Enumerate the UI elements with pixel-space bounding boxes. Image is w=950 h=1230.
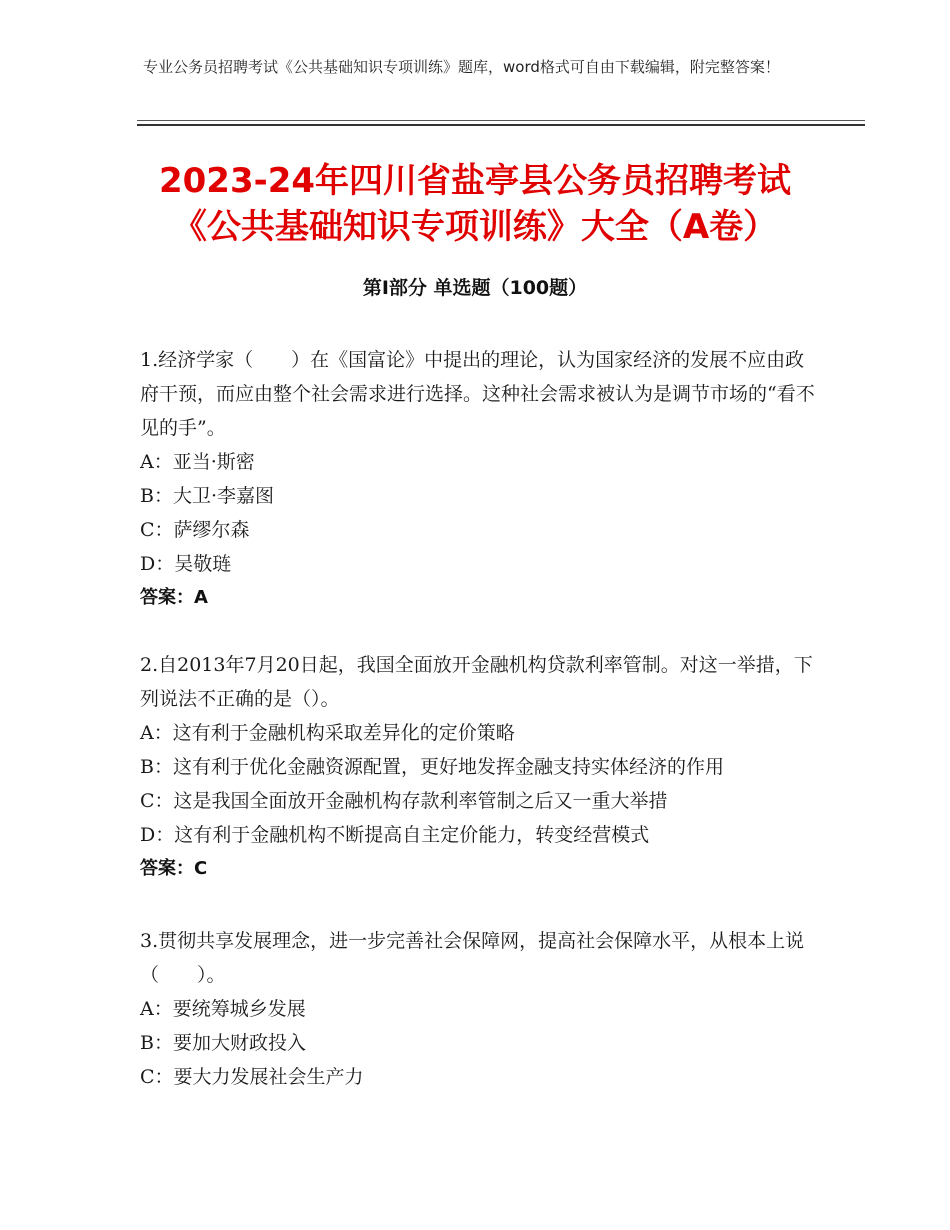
question-3 [140, 924, 820, 1094]
question-1 [140, 343, 820, 615]
option-a: A：亚当·斯密 [140, 451, 255, 473]
option-b: B：要加大财政投入 [140, 1032, 306, 1054]
question-stem: 1.经济学家（ ）在《国富论》中提出的理论，认为国家经济的发展不应由政府干预，而应由整个社会需求进行选择。这种社会需求被认为是调节市场的“看不见的手”。 [140, 349, 815, 439]
section-heading: 第Ⅰ部分 单选题（100题） [362, 277, 588, 299]
title-line-2: 《公共基础知识专项训练》大全（A卷） [172, 207, 778, 247]
question-stem: 2.自2013年7月20日起，我国全面放开金融机构贷款利率管制。对这一举措，下列说法不正确的是（）。 [140, 654, 813, 710]
answer-key: 答案：A [140, 587, 208, 608]
document-title [90, 158, 860, 250]
option-c: C：要大力发展社会生产力 [140, 1066, 364, 1088]
option-d: D：这有利于金融机构不断提高自主定价能力，转变经营模式 [140, 824, 650, 846]
header-divider-thick [137, 124, 865, 126]
option-b: B：这有利于优化金融资源配置，更好地发挥金融支持实体经济的作用 [140, 756, 724, 778]
title-line-1: 2023-24年四川省盐亭县公务员招聘考试 [158, 161, 792, 201]
question-stem: 3.贯彻共享发展理念，进一步完善社会保障网，提高社会保障水平，从根本上说（ ）。 [140, 930, 805, 986]
option-a: A：要统筹城乡发展 [140, 998, 306, 1020]
option-d: D：吴敬琏 [140, 553, 232, 575]
option-a: A：这有利于金融机构采取差异化的定价策略 [140, 722, 515, 744]
question-2 [140, 648, 820, 886]
option-b: B：大卫·李嘉图 [140, 485, 275, 507]
option-c: C：萨缪尔森 [140, 519, 250, 541]
header-divider-thin [137, 120, 865, 121]
answer-key: 答案：C [140, 858, 208, 879]
document-header-note: 专业公务员招聘考试《公共基础知识专项训练》题库，word格式可自由下载编辑，附完整答案！ [143, 58, 780, 76]
option-c: C：这是我国全面放开金融机构存款利率管制之后又一重大举措 [140, 790, 668, 812]
